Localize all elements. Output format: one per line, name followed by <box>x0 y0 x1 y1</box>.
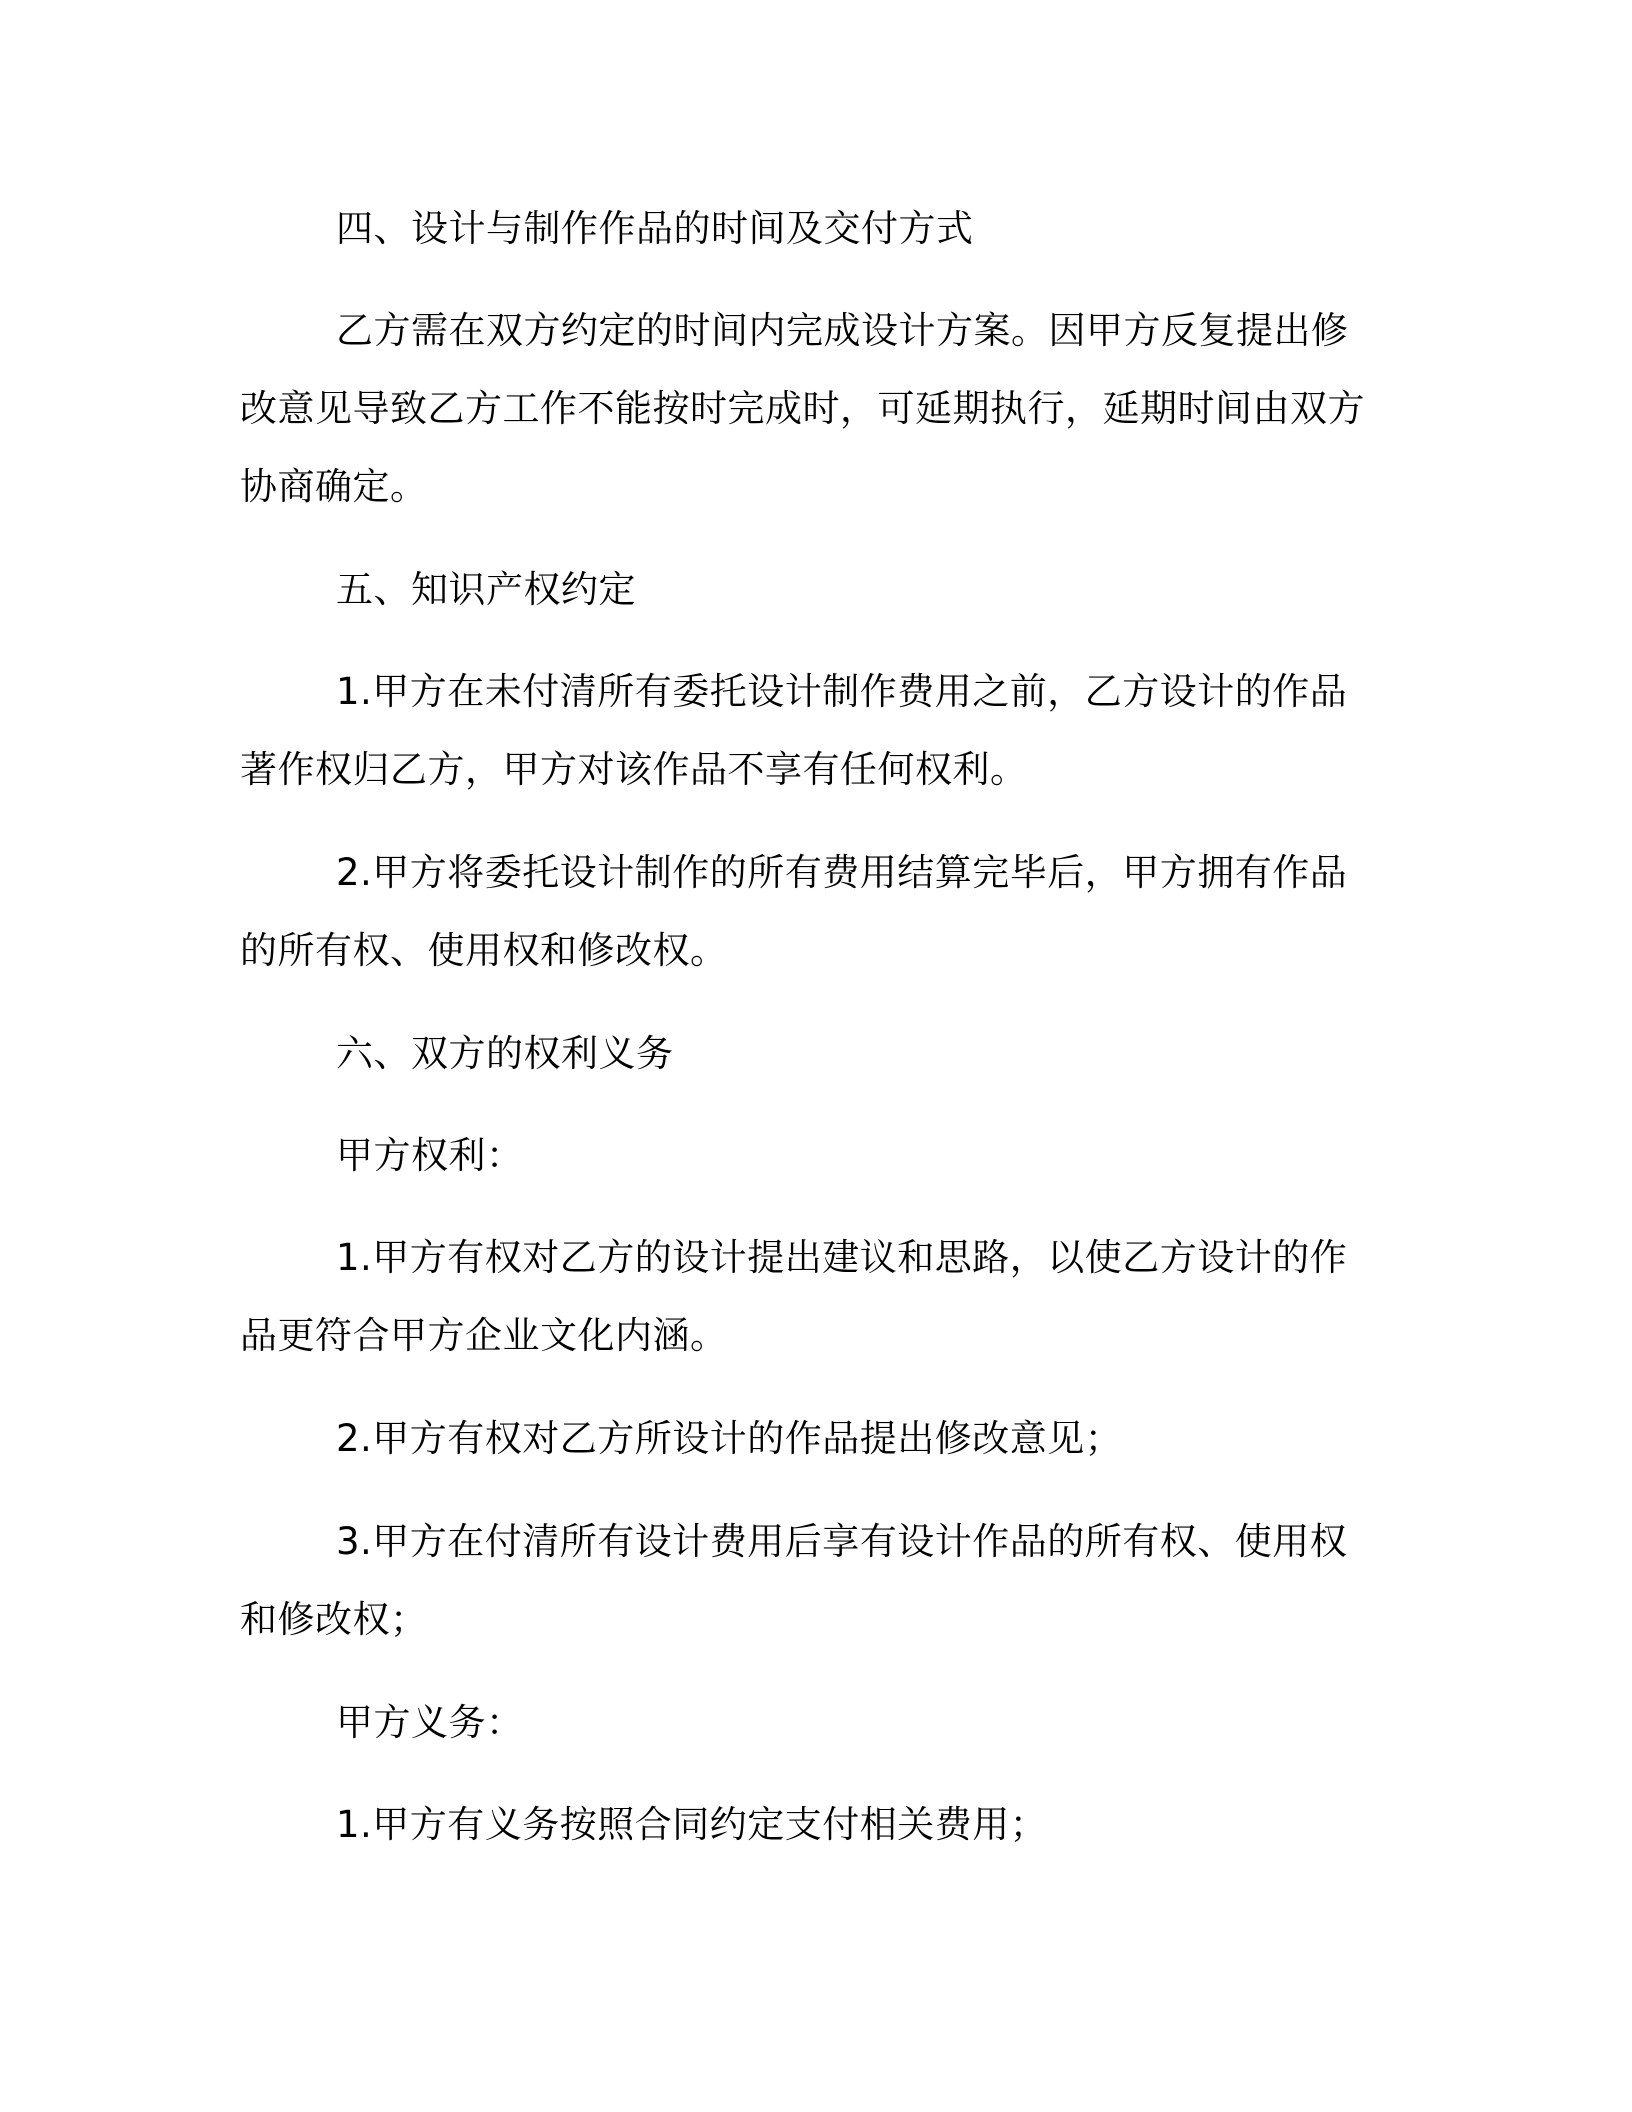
paragraph-delivery-terms: 乙方需在双方约定的时间内完成设计方案。因甲方反复提出修改意见导致乙方工作不能按时完成时，可延期执行，延期时间由双方协商确定。 <box>240 309 1365 508</box>
subheading-party-a-rights: 甲方权利： <box>336 1134 524 1177</box>
paragraph-right-2: 2.甲方有权对乙方所设计的作品提出修改意见； <box>336 1417 1123 1460</box>
paragraph-right-3: 3.甲方在付清所有设计费用后享有设计作品的所有权、使用权和修改权； <box>240 1520 1348 1641</box>
paragraph-right-1: 1.甲方有权对乙方的设计提出建议和思路，以使乙方设计的作品更符合甲方企业文化内涵。 <box>240 1236 1348 1357</box>
subheading-party-a-obligations: 甲方义务： <box>336 1701 524 1744</box>
paragraph-obligation-1: 1.甲方有义务按照合同约定支付相关费用； <box>336 1803 1048 1846</box>
paragraph-ip-clause-1: 1.甲方在未付清所有委托设计制作费用之前，乙方设计的作品著作权归乙方，甲方对该作品不享有任何权利。 <box>240 670 1348 791</box>
section-heading-4: 四、设计与制作作品的时间及交付方式 <box>336 207 974 250</box>
paragraph-ip-clause-2: 2.甲方将委托设计制作的所有费用结算完毕后，甲方拥有作品的所有权、使用权和修改权。 <box>240 851 1348 972</box>
section-heading-5: 五、知识产权约定 <box>336 568 636 611</box>
section-heading-6: 六、双方的权利义务 <box>336 1032 674 1075</box>
document-body <box>240 190 1380 1864</box>
